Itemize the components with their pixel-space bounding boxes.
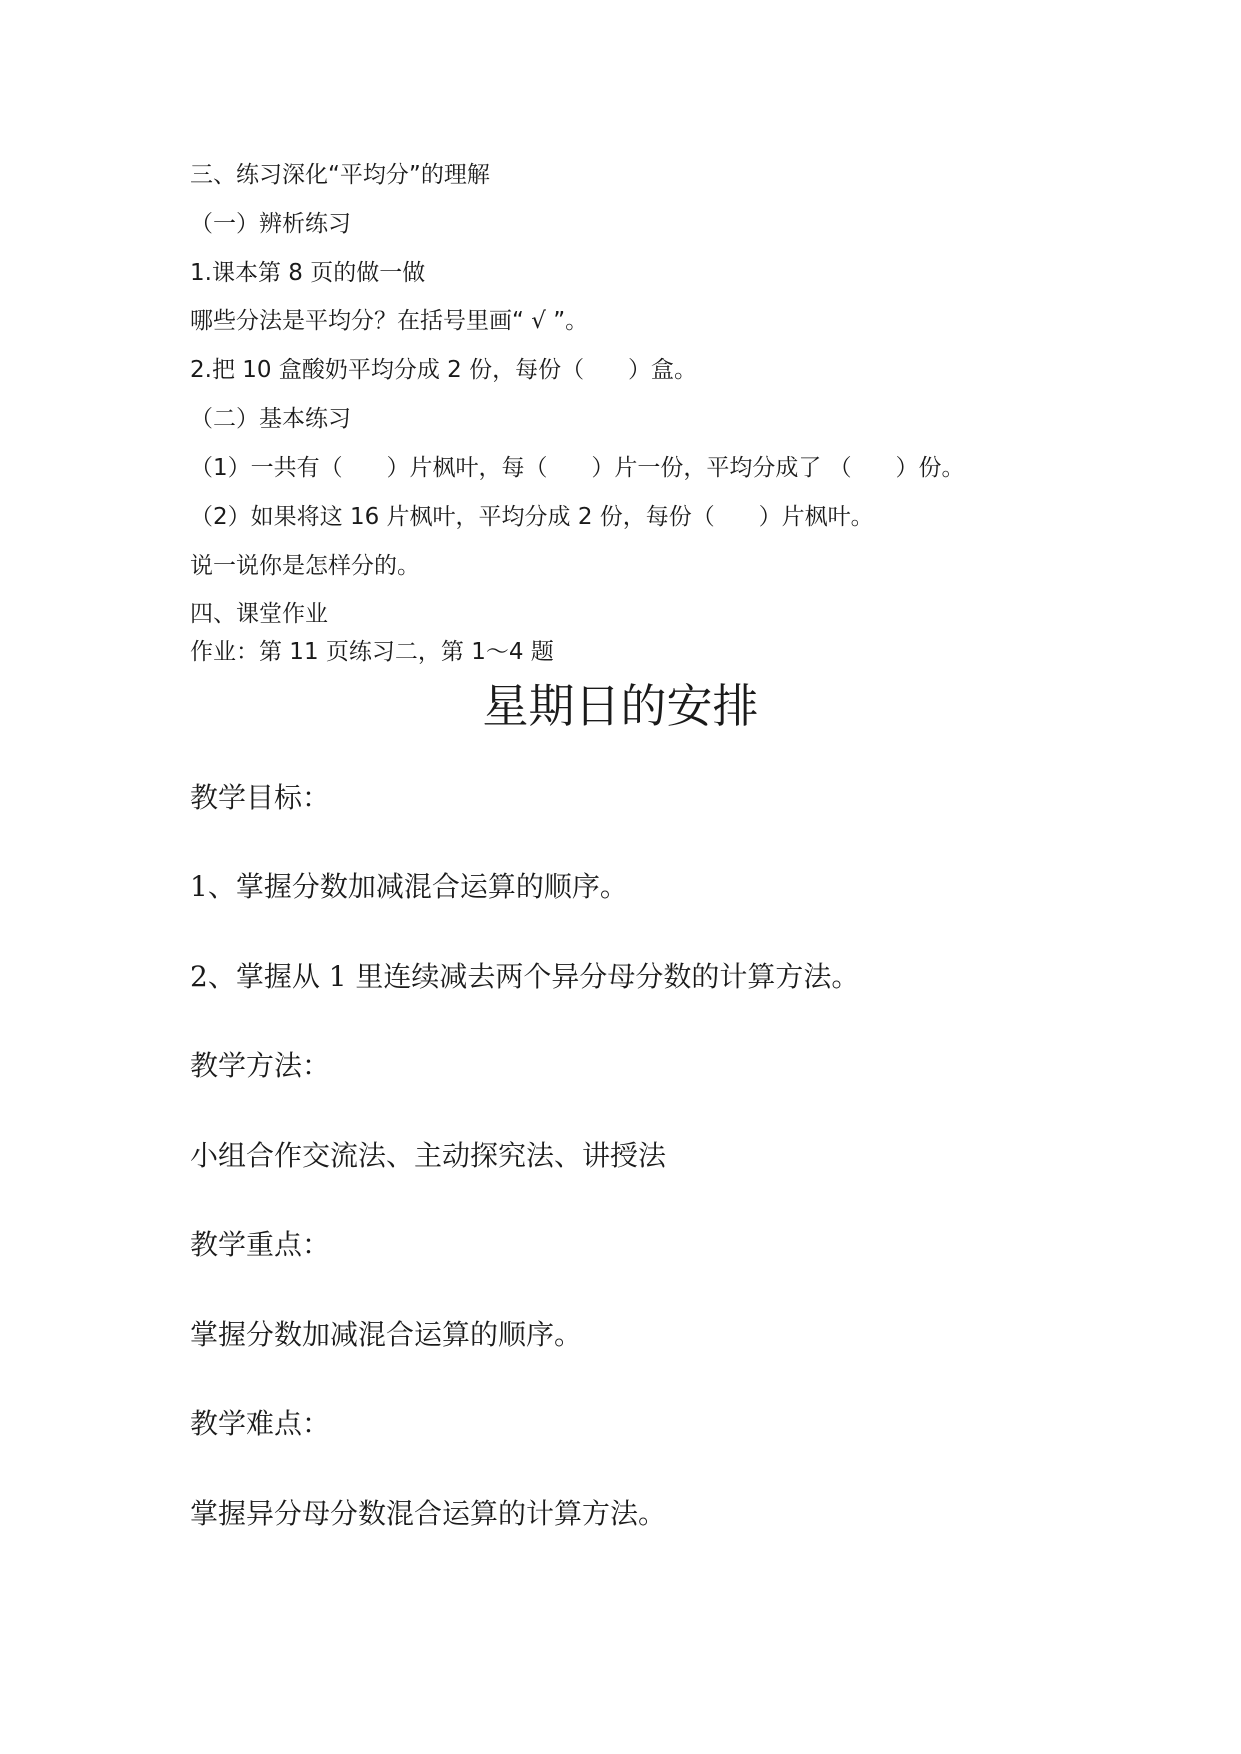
section-heading-practice: 三、练习深化“平均分”的理解 bbox=[190, 162, 490, 188]
basic-exercise-2: （2）如果将这 16 片枫叶，平均分成 2 份，每份（ ）片枫叶。 bbox=[190, 504, 874, 530]
teaching-goal-1: 1、掌握分数加减混合运算的顺序。 bbox=[190, 870, 628, 903]
teaching-method: 小组合作交流法、主动探究法、讲授法 bbox=[190, 1139, 667, 1172]
lesson-title: 星期日的安排 bbox=[482, 679, 759, 733]
explain-prompt: 说一说你是怎样分的。 bbox=[190, 553, 420, 579]
teaching-difficulty: 掌握异分母分数混合运算的计算方法。 bbox=[190, 1497, 667, 1530]
teaching-key-label: 教学重点： bbox=[190, 1228, 331, 1261]
teaching-key: 掌握分数加减混合运算的顺序。 bbox=[190, 1318, 583, 1351]
basic-exercise-1: （1）一共有（ ）片枫叶，每（ ）片一份，平均分成了 （ ）份。 bbox=[190, 455, 965, 481]
subheading-analysis-practice: （一）辨析练习 bbox=[190, 211, 351, 237]
section-heading-homework: 四、课堂作业 bbox=[190, 601, 328, 627]
exercise-item-2: 2.把 10 盒酸奶平均分成 2 份，每份（ ）盒。 bbox=[190, 357, 697, 383]
homework-assignment: 作业：第 11 页练习二，第 1～4 题 bbox=[190, 639, 554, 665]
teaching-goals-label: 教学目标： bbox=[190, 781, 331, 814]
teaching-method-label: 教学方法： bbox=[190, 1049, 331, 1082]
exercise-item-1: 1.课本第 8 页的做一做 bbox=[190, 260, 426, 286]
teaching-goal-2: 2、掌握从 1 里连续减去两个异分母分数的计算方法。 bbox=[190, 960, 860, 993]
teaching-difficulty-label: 教学难点： bbox=[190, 1407, 331, 1440]
exercise-item-1-description: 哪些分法是平均分？在括号里画“ √ ”。 bbox=[190, 308, 589, 334]
subheading-basic-practice: （二）基本练习 bbox=[190, 406, 351, 432]
